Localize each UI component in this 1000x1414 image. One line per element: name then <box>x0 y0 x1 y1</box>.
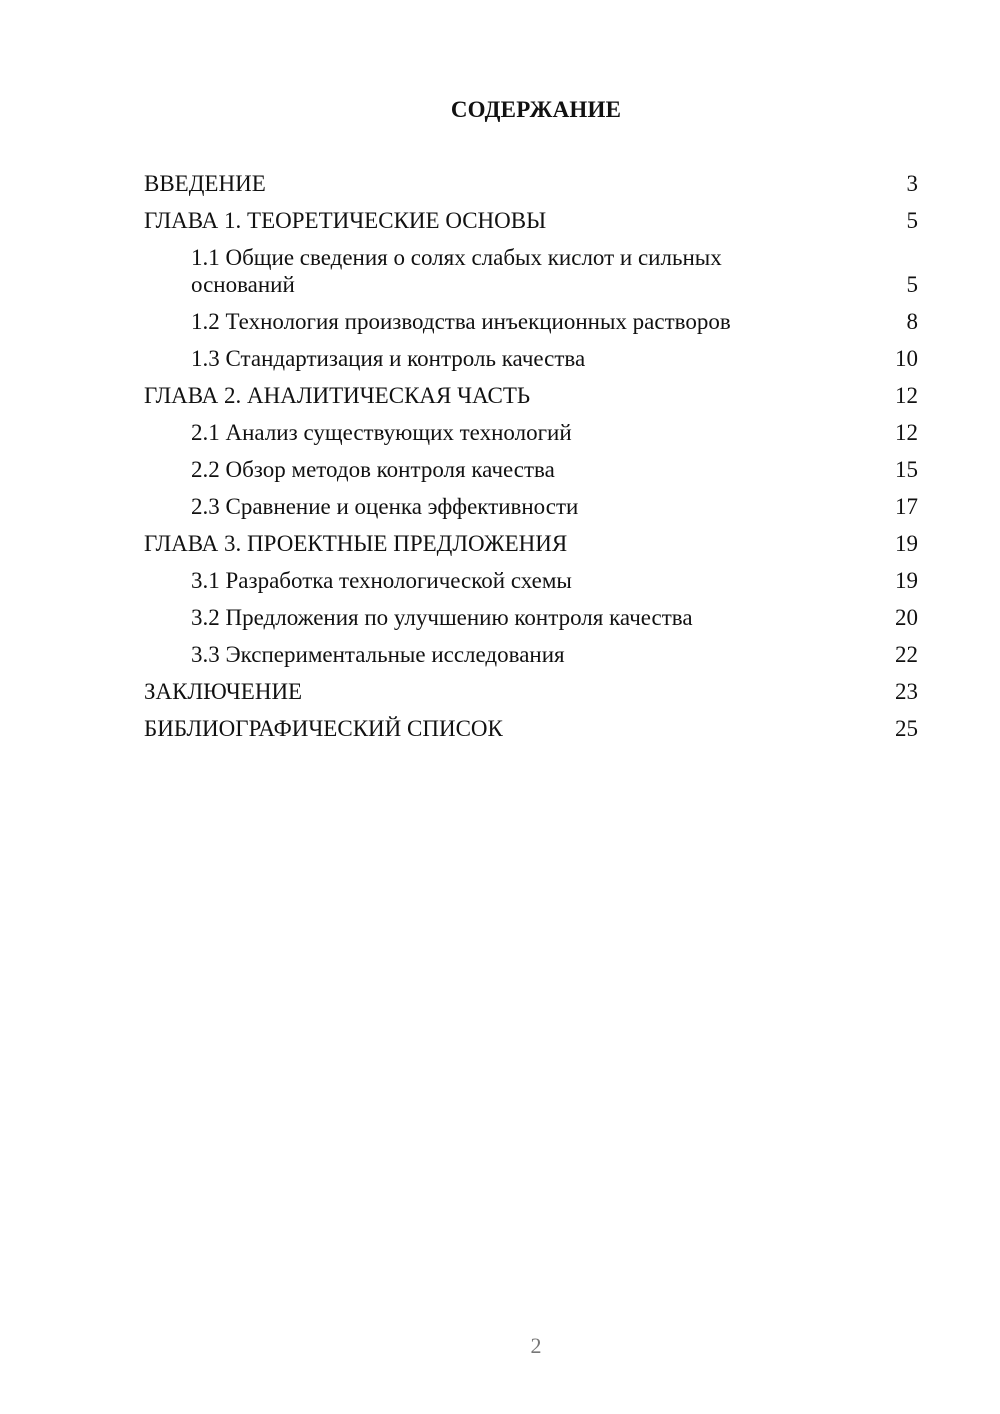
toc-entry-label: ГЛАВА 3. ПРОЕКТНЫЕ ПРЕДЛОЖЕНИЯ <box>144 531 568 556</box>
toc-entry-page: 25 <box>895 716 918 741</box>
toc-entry-conclusion[interactable] <box>144 678 918 705</box>
toc-entry-section-2-1[interactable] <box>144 419 918 446</box>
toc-entry-page: 3 <box>906 171 918 196</box>
toc-entry-label: ЗАКЛЮЧЕНИЕ <box>144 679 303 704</box>
toc-entry-page: 17 <box>895 494 918 519</box>
table-of-contents <box>144 170 918 752</box>
toc-entry-label: 3.1 Разработка технологической схемы <box>191 568 572 593</box>
toc-entry-page: 12 <box>895 383 918 408</box>
toc-entry-section-3-3[interactable] <box>144 641 918 668</box>
toc-entry-chapter-2[interactable] <box>144 382 918 409</box>
toc-entry-label: ГЛАВА 2. АНАЛИТИЧЕСКАЯ ЧАСТЬ <box>144 383 531 408</box>
toc-entry-introduction[interactable] <box>144 170 918 197</box>
toc-entry-label: 2.2 Обзор методов контроля качества <box>191 457 555 482</box>
toc-entry-label: БИБЛИОГРАФИЧЕСКИЙ СПИСОК <box>144 716 503 741</box>
toc-entry-chapter-1[interactable] <box>144 207 918 234</box>
toc-entry-label: 1.2 Технология производства инъекционных растворов <box>191 309 731 334</box>
page-number: 2 <box>530 1333 542 1358</box>
toc-entry-label: ГЛАВА 1. ТЕОРЕТИЧЕСКИЕ ОСНОВЫ <box>144 208 547 233</box>
toc-entry-label: 1.3 Стандартизация и контроль качества <box>191 346 586 371</box>
toc-entry-section-3-1[interactable] <box>144 567 918 594</box>
toc-entry-chapter-3[interactable] <box>144 530 918 557</box>
toc-entry-label: 1.1 Общие сведения о солях слабых кислот и сильных оснований <box>191 245 722 297</box>
toc-entry-section-1-2[interactable] <box>144 308 918 335</box>
toc-entry-page: 8 <box>906 309 918 334</box>
toc-entry-label: 2.3 Сравнение и оценка эффективности <box>191 494 579 519</box>
toc-entry-page: 5 <box>906 208 918 233</box>
toc-entry-section-1-3[interactable] <box>144 345 918 372</box>
toc-entry-section-3-2[interactable] <box>144 604 918 631</box>
toc-entry-page: 19 <box>895 568 918 593</box>
toc-entry-bibliography[interactable] <box>144 715 918 742</box>
toc-entry-page: 22 <box>895 642 918 667</box>
toc-entry-label: 3.3 Экспериментальные исследования <box>191 642 565 667</box>
toc-entry-page: 20 <box>895 605 918 630</box>
toc-entry-page: 19 <box>895 531 918 556</box>
toc-entry-section-2-3[interactable] <box>144 493 918 520</box>
toc-entry-label: 2.1 Анализ существующих технологий <box>191 420 572 445</box>
toc-entry-page: 5 <box>906 272 918 297</box>
toc-entry-page: 15 <box>895 457 918 482</box>
toc-entry-page: 23 <box>895 679 918 704</box>
toc-entry-section-2-2[interactable] <box>144 456 918 483</box>
page-title: СОДЕРЖАНИЕ <box>450 97 622 122</box>
toc-entry-page: 10 <box>895 346 918 371</box>
toc-entry-section-1-1[interactable] <box>144 244 918 298</box>
toc-entry-page: 12 <box>895 420 918 445</box>
toc-entry-label: 3.2 Предложения по улучшению контроля качества <box>191 605 693 630</box>
toc-entry-label: ВВЕДЕНИЕ <box>144 171 266 196</box>
